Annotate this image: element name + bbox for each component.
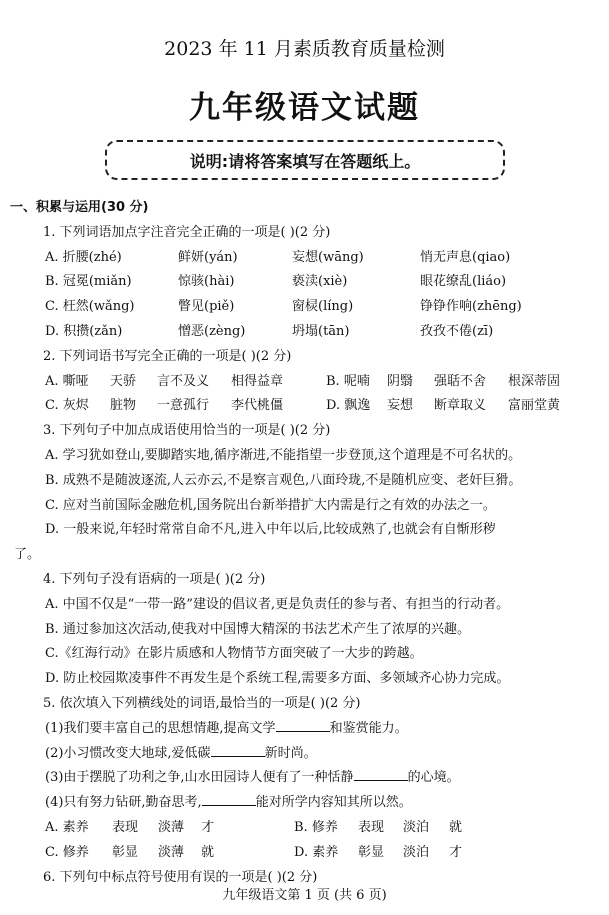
option-cell: 憎恶(zèng) [178,323,246,339]
question-6-stem: 6. 下列句中标点符号使用有误的一项是( )(2 分) [43,869,318,885]
sentence-text: 能对所学内容知其所以然。 [255,795,412,811]
option-cell: 就 [449,819,463,835]
section-title: 一、积累与运用(30 分) [10,200,149,215]
sentence-text: 新时尚。 [264,745,317,761]
option-cell: A. 素养 [45,819,89,835]
notice-box [105,140,505,180]
option-cell: C. 灰烬 [45,398,89,414]
question-5-stem: 5. 依次填入下列横线处的词语,最恰当的一项是( )(2 分) [43,695,361,711]
question-4-option: D. 防止校园欺凌事件不再发生是个系统工程,需要多方面、多领域齐心协力完成。 [45,671,510,687]
option-cell: B. 冠冕(miǎn) [45,274,132,290]
option-cell: 妄想 [387,398,414,414]
option-cell: 淡薄 [158,819,185,835]
question-4-option: B. 通过参加这次活动,使我对中国博大精深的书法艺术产生了浓厚的兴趣。 [45,621,470,637]
question-5-sentence [0,791,609,816]
question-5-sentence [0,742,609,767]
option-cell: 悄无声息(qiao) [420,249,511,265]
option-cell: C. 修养 [45,844,89,860]
question-2-option-row [0,370,609,395]
option-cell: 惊骇(hài) [178,274,235,290]
question-3-option: B. 成熟不是随波逐流,人云亦云,不是察言观色,八面玲珑,不是随机应变、老奸巨猾。 [45,472,522,488]
sentence-text: (3)由于摆脱了功利之争,山水田园诗人便有了一种恬静 [45,770,354,786]
question-3-option: A. 学习犹如登山,要脚踏实地,循序渐进,不能指望一步登顶,这个道理是不可名状的。 [45,447,522,463]
question-1-option-row [0,270,609,295]
sentence-text: 的心境。 [407,770,460,786]
option-cell: 彰显 [358,844,385,860]
question-5-option-row [0,816,609,841]
option-cell: 相得益章 [231,373,284,389]
option-cell: 脏物 [110,398,137,414]
option-cell: 才 [201,819,215,835]
option-cell: 坍塌(tān) [292,323,350,339]
question-1-option-row [0,295,609,320]
question-5-option-row [0,841,609,866]
option-cell: 表现 [112,819,139,835]
page-footer: 九年级语文第 1 页 (共 6 页) [222,888,387,903]
answer-blank [276,719,330,732]
option-cell: 淡泊 [403,819,430,835]
option-cell: 彰显 [112,844,139,860]
question-1-option-row [0,320,609,345]
option-cell: 淡薄 [158,844,185,860]
option-cell: 阴翳 [387,373,414,389]
question-2-option-row [0,394,609,419]
option-cell: 就 [201,844,215,860]
section-1 [0,196,609,890]
option-cell: 窗棂(líng) [292,299,354,315]
notice-text: 说明:请将答案填写在答题纸上。 [189,151,421,171]
option-cell: D. 积攒(zǎn) [45,323,123,339]
option-cell: 眼花缭乱(liáo) [420,274,507,290]
option-cell: 铮铮作响(zhēng) [420,299,522,315]
question-4-option: A. 中国不仅是“一带一路”建设的倡议者,更是负责任的参与者、有担当的行动者。 [45,596,510,612]
option-cell: C. 枉然(wǎng) [45,299,135,315]
question-3-option-continued: 了。 [14,547,41,563]
question-1-stem: 1. 下列词语加点字注音完全正确的一项是( )(2 分) [43,224,331,240]
option-cell: B. 修养 [294,819,338,835]
question-3-option: D. 一般来说,年轻时常常自命不凡,进入中年以后,比较成熟了,也就会有自惭形秽 [45,522,496,538]
sentence-text: (2)小习惯改变大地球,爱低碳 [45,745,211,761]
question-1-option-row [0,246,609,271]
option-cell: 一意孤行 [157,398,210,414]
sentence-text: (1)我们要丰富自己的思想情趣,提高文学 [45,720,276,736]
option-cell: 孜孜不倦(zī) [420,323,494,339]
sentence-text: 和鉴赏能力。 [329,720,408,736]
option-cell: 亵渎(xiè) [292,274,348,290]
option-cell: 李代桃僵 [231,398,284,414]
option-cell: 表现 [358,819,385,835]
question-5-sentence [0,766,609,791]
option-cell: 才 [449,844,463,860]
question-4-stem: 4. 下列句子没有语病的一项是( )(2 分) [43,571,266,587]
option-cell: 富丽堂黄 [508,398,561,414]
option-cell: 根深蒂固 [508,373,561,389]
question-3-option: C. 应对当前国际金融危机,国务院出台新举措扩大内需是行之有效的办法之一。 [45,497,496,513]
exam-title: 2023 年 11 月素质教育质量检测 [164,38,445,60]
answer-blank [354,768,408,781]
answer-blank [202,793,256,806]
option-cell: D. 飘逸 [326,398,371,414]
question-4-option: C.《红海行动》在影片质感和人物情节方面突破了一大步的跨越。 [45,646,423,662]
option-cell: A. 折腰(zhé) [45,249,122,265]
option-cell: 强聒不舍 [434,373,487,389]
option-cell: 瞥见(piě) [178,299,235,315]
subject-title: 九年级语文试题 [189,90,420,126]
option-cell: 妄想(wāng) [292,249,364,265]
question-2-stem: 2. 下列词语书写完全正确的一项是( )(2 分) [43,348,292,364]
option-cell: 天骄 [110,373,137,389]
option-cell: 言不及义 [157,373,210,389]
option-cell: A. 嘶哑 [45,373,89,389]
option-cell: 断章取义 [434,398,487,414]
option-cell: 淡泊 [403,844,430,860]
option-cell: B. 呢喃 [326,373,370,389]
sentence-text: (4)只有努力钻研,勤奋思考, [45,795,202,811]
option-cell: 鲜妍(yán) [178,249,238,265]
question-5-sentence [0,717,609,742]
question-3-stem: 3. 下列句子中加点成语使用恰当的一项是( )(2 分) [43,423,331,439]
option-cell: D. 素养 [294,844,339,860]
answer-blank [211,744,265,757]
